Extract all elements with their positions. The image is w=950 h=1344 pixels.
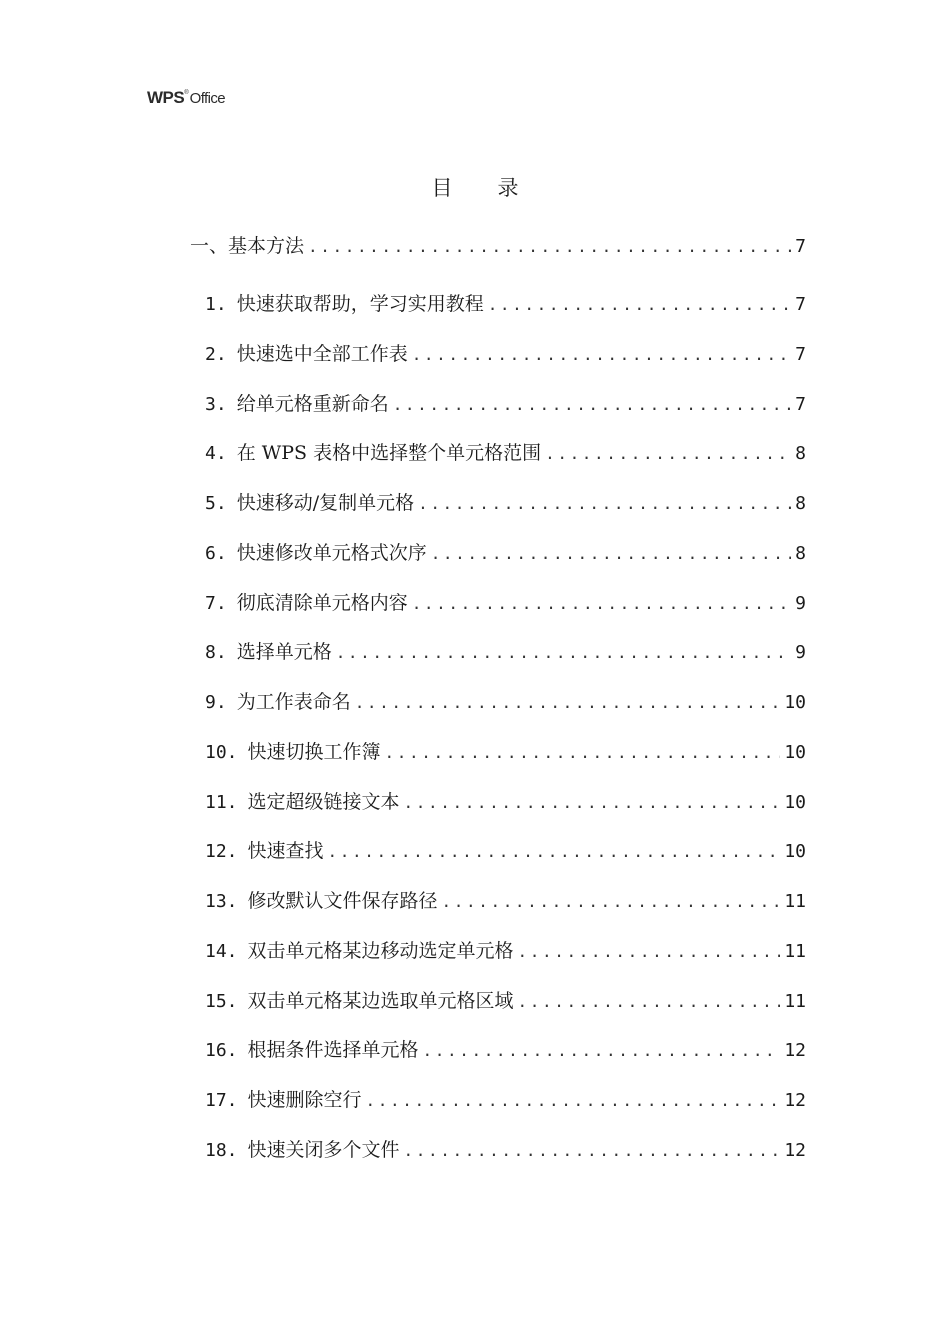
toc-entry-number: 18. [205,1139,238,1161]
toc-entry-label: 快速查找 [247,840,324,863]
toc-page-number: 7 [795,343,806,365]
logo-registered-mark: ® [184,90,189,96]
toc-entry-number: 14. [205,940,238,962]
toc-entry-label: 双击单元格某边移动选定单元格 [247,939,514,962]
toc-dot-leader [442,884,781,920]
toc-dot-leader [418,486,791,522]
toc-entry[interactable] [190,1132,806,1182]
toc-entry-number: 5. [205,493,227,514]
toc-entry[interactable] [190,485,806,535]
toc-page-number: 8 [795,443,806,465]
toc-page-number: 7 [795,294,806,315]
toc-dot-leader [518,984,781,1020]
toc-entry-label: 在 WPS 表格中选择整个单元格范围 [236,442,542,465]
toc-entry[interactable] [190,1032,806,1082]
toc-entry-label: 快速切换工作簿 [247,740,381,763]
toc-page-number: 12 [784,1040,806,1062]
toc-page-number: 11 [784,990,806,1012]
toc-entry-label: 彻底清除单元格内容 [236,591,408,614]
toc-page-number: 8 [795,542,806,564]
toc-page-number: 7 [795,236,806,257]
toc-page-number: 12 [784,1139,806,1161]
toc-dot-leader [404,785,781,821]
toc-page-number: 9 [795,592,806,614]
logo-office-text: Office [189,90,225,107]
toc-dot-leader [412,586,791,622]
toc-entry-label: 快速修改单元格式次序 [236,541,427,564]
toc-entry[interactable] [190,585,806,635]
toc-dot-leader [393,387,791,423]
toc-entry-label: 快速移动/复制单元格 [236,492,415,514]
toc-entry[interactable] [190,286,806,336]
toc-dot-leader [423,1033,781,1069]
toc-entry-label: 快速选中全部工作表 [236,342,408,365]
toc-entry-label: 快速获取帮助，学习实用教程 [236,293,484,315]
toc-page-number: 10 [784,692,806,713]
toc-page-number: 8 [795,493,806,514]
toc-dot-leader [412,337,791,373]
table-of-contents [190,228,806,1182]
toc-entry-label: 一、基本方法 [190,235,305,257]
toc-entry[interactable] [190,983,806,1033]
toc-entry[interactable] [190,1082,806,1132]
toc-entry-number: 9. [205,692,227,713]
toc-entry-number: 8. [205,642,227,664]
toc-entry-label: 快速删除空行 [247,1089,362,1111]
toc-dot-leader [545,436,791,472]
toc-entry[interactable] [190,435,806,485]
toc-entry-label: 选择单元格 [236,641,332,664]
toc-entry-label: 选定超级链接文本 [247,790,400,813]
toc-page-number: 11 [784,891,806,912]
toc-entry-number: 10. [205,741,238,763]
toc-dot-leader [355,685,781,721]
toc-entry[interactable] [190,684,806,734]
toc-page-number: 11 [784,940,806,962]
toc-entry-number: 2. [205,343,227,365]
toc-entry-number: 16. [205,1040,238,1062]
wps-office-logo [147,88,225,108]
toc-entry[interactable] [190,634,806,684]
toc-dot-leader [431,536,791,572]
toc-title: 目录 [431,176,564,200]
toc-entry-label: 修改默认文件保存路径 [247,890,438,912]
toc-dot-leader [404,1133,781,1169]
toc-entry[interactable] [190,386,806,436]
toc-entry-number: 3. [205,393,227,415]
toc-page-number: 12 [784,1090,806,1111]
toc-entry-label: 根据条件选择单元格 [247,1039,419,1062]
logo-wps-text: WPS [147,88,185,107]
toc-entry[interactable] [190,883,806,933]
toc-dot-leader [366,1083,781,1119]
toc-page-number: 7 [795,393,806,415]
toc-dot-leader [328,834,781,870]
toc-entry-number: 15. [205,990,238,1012]
toc-entry-label: 快速关闭多个文件 [247,1138,400,1161]
toc-entry[interactable] [190,933,806,983]
toc-entry-number: 7. [205,592,227,614]
toc-entry-number: 6. [205,542,227,564]
toc-entry-number: 1. [205,294,227,315]
toc-entry-number: 4. [205,443,227,465]
toc-entry[interactable] [190,336,806,386]
toc-page-number: 10 [784,841,806,863]
toc-entry-label: 双击单元格某边选取单元格区域 [247,989,514,1012]
toc-entry-label: 为工作表命名 [236,691,351,713]
toc-page-number: 10 [784,791,806,813]
toc-dot-leader [488,287,791,323]
toc-entry-number: 13. [205,891,238,912]
toc-dot-leader [308,229,791,265]
toc-section-heading[interactable] [190,228,806,286]
toc-page-number: 10 [784,741,806,763]
toc-entry-label: 给单元格重新命名 [236,392,389,415]
toc-entry[interactable] [190,833,806,883]
toc-entry-number: 11. [205,791,238,813]
toc-page-number: 9 [795,642,806,664]
toc-entry[interactable] [190,535,806,585]
toc-entry-number: 17. [205,1090,238,1111]
toc-dot-leader [336,635,791,671]
toc-entry[interactable] [190,784,806,834]
toc-entry[interactable] [190,734,806,784]
toc-dot-leader [518,934,781,970]
toc-entry-number: 12. [205,841,238,863]
toc-dot-leader [385,735,781,771]
